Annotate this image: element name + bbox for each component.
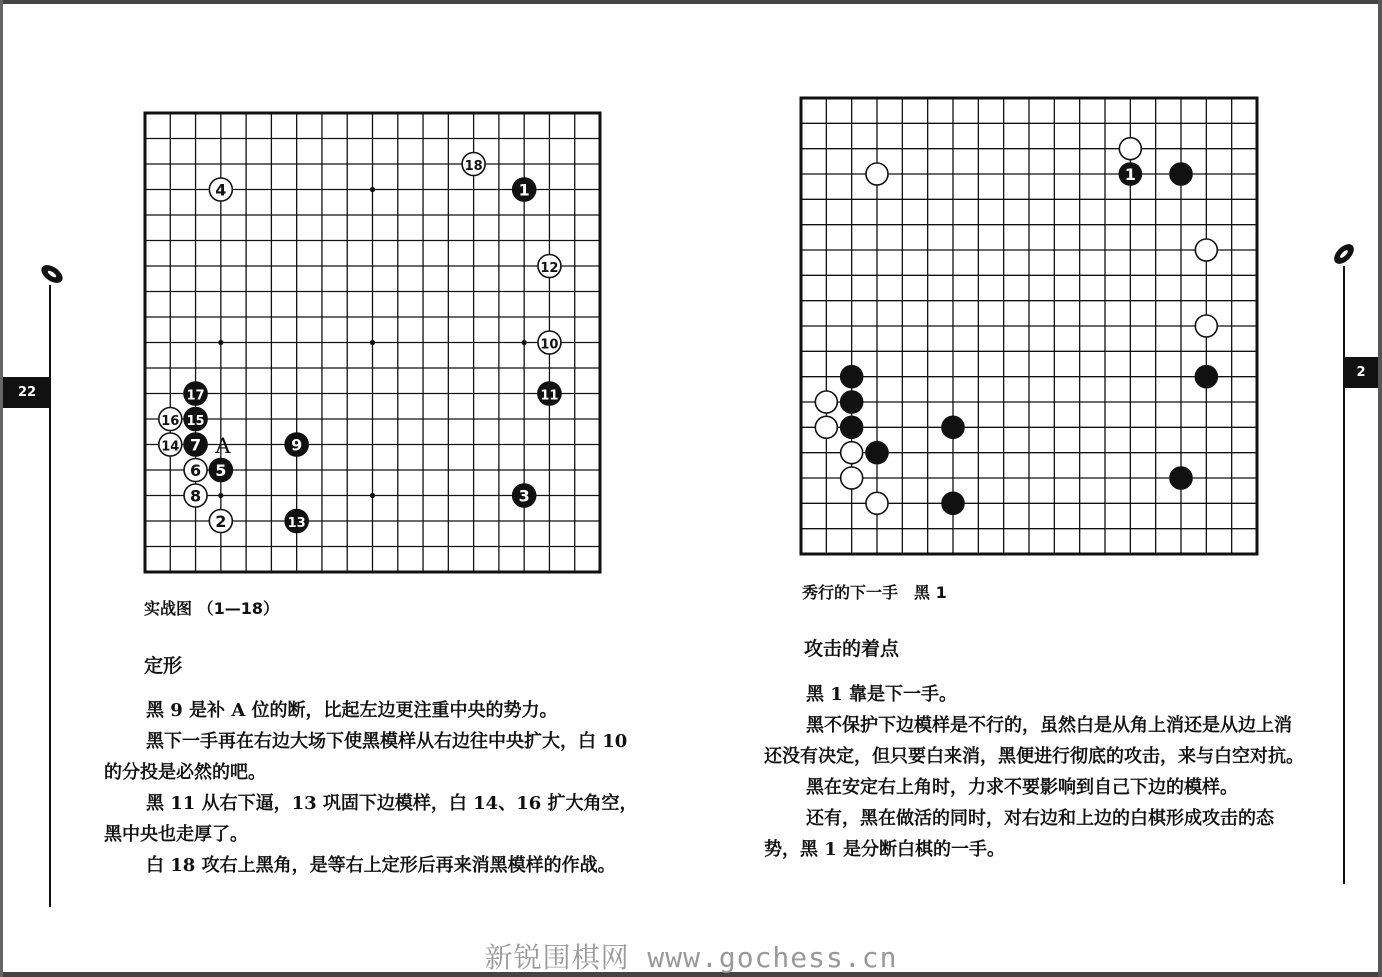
stone-label: 9 xyxy=(291,435,303,455)
stone-label: 12 xyxy=(540,261,559,276)
stone-label: 2 xyxy=(215,512,227,531)
star-point xyxy=(218,493,223,498)
right-board-white-stone xyxy=(1195,239,1217,261)
left-paragraph-3: 黑 11 从右下逼，13 巩固下边模样，白 14、16 扩大角空，黑中央也走厚了。 xyxy=(104,793,638,845)
left-board-stone-5 xyxy=(209,459,232,482)
scan-border-top xyxy=(0,0,1382,4)
left-board-stone-16 xyxy=(159,408,182,431)
stone-label: 6 xyxy=(189,461,202,480)
right-leaf-ornament-icon xyxy=(1330,240,1358,268)
stone-label: 7 xyxy=(189,435,202,455)
right-paragraph-2: 黑不保护下边模样是不行的，虽然白是从角上消还是从边上消还没有决定，但只要白来消，黑便进行彻底的攻击，来与白空对抗。 xyxy=(764,715,1304,767)
right-board-black-stone xyxy=(866,442,888,464)
right-board-white-stone xyxy=(815,391,837,413)
star-point xyxy=(370,187,375,192)
stone-label: 15 xyxy=(186,414,205,429)
star-point xyxy=(370,340,375,345)
left-board-stone-4 xyxy=(209,178,232,201)
right-board-white-stone xyxy=(1195,315,1217,337)
left-board-stone-14 xyxy=(159,433,182,456)
right-board-black-stone xyxy=(1170,467,1192,489)
left-board-stone-13 xyxy=(285,510,308,533)
stone-label: 1 xyxy=(518,180,530,200)
stone-label: 5 xyxy=(215,461,227,480)
left-board-stone-11 xyxy=(538,382,561,405)
left-board-stone-6 xyxy=(184,459,207,482)
board-point-label-a: A xyxy=(215,434,231,458)
scan-border-right xyxy=(1378,0,1382,977)
right-board-white-stone xyxy=(841,442,863,464)
left-board-stone-8 xyxy=(184,484,207,507)
left-board-stone-3 xyxy=(513,484,536,507)
left-board-stone-17 xyxy=(184,382,207,405)
stone-label: 1 xyxy=(1124,165,1136,184)
left-body-text xyxy=(104,695,644,881)
left-board-stone-18 xyxy=(462,153,485,176)
left-board-stone-1 xyxy=(513,178,536,201)
stone-label: 4 xyxy=(215,180,227,200)
star-point xyxy=(522,340,527,345)
left-section-heading: 定形 xyxy=(144,655,183,677)
right-board-black-stone xyxy=(841,366,863,388)
right-board-black-stone xyxy=(1195,366,1217,388)
stone-label: 18 xyxy=(464,159,483,174)
right-board-white-stone xyxy=(866,492,888,514)
left-paragraph-2: 黑下一手再在右边大场下使黑模样从右边往中央扩大，白 10 的分投是必然的吧。 xyxy=(104,731,628,783)
right-go-board xyxy=(796,93,1262,559)
left-board-stone-12 xyxy=(538,255,561,278)
stone-label: 17 xyxy=(186,388,205,404)
left-board-stone-7 xyxy=(184,433,207,456)
right-board-white-stone xyxy=(815,416,837,438)
left-paragraph-4: 白 18 攻右上黑角，是等右上定形后再来消黑模样的作战。 xyxy=(146,855,616,876)
star-point xyxy=(218,340,223,345)
right-board-black-stone xyxy=(1170,163,1192,185)
right-board-white-stone xyxy=(841,467,863,489)
left-diagram-caption: 实战图 （1—18） xyxy=(144,599,279,618)
left-board-stone-2 xyxy=(209,510,232,533)
right-board-white-stone xyxy=(866,163,888,185)
right-board-black-stone xyxy=(841,391,863,413)
left-go-board xyxy=(140,108,606,578)
right-board-black-stone xyxy=(841,416,863,438)
scan-border-left xyxy=(0,0,3,977)
stone-label: 13 xyxy=(287,516,306,531)
stone-label: 14 xyxy=(161,439,180,455)
right-board-black-stone xyxy=(942,492,964,514)
right-body-text xyxy=(764,679,1304,865)
stone-label: 11 xyxy=(540,388,559,404)
right-page-number: 2 xyxy=(1344,357,1378,388)
right-paragraph-3: 黑在安定右上角时，力求不要影响到自己下边的模样。 xyxy=(806,777,1238,798)
site-watermark: 新锐围棋网 www.gochess.cn xyxy=(484,941,898,974)
right-paragraph-4: 还有，黑在做活的同时，对右边和上边的白棋形成攻击的态势，黑 1 是分断白棋的一手。 xyxy=(764,808,1274,860)
left-paragraph-1: 黑 9 是补 A 位的断，比起左边更注重中央的势力。 xyxy=(146,700,558,721)
right-diagram-caption: 秀行的下一手 黑 1 xyxy=(802,583,947,602)
left-board-stone-10 xyxy=(538,331,561,354)
stone-label: 8 xyxy=(189,486,202,506)
stone-label: 10 xyxy=(540,337,559,353)
right-board-black-stone xyxy=(942,416,964,438)
left-board-stone-15 xyxy=(184,408,207,431)
stone-label: 3 xyxy=(518,486,530,506)
right-paragraph-1: 黑 1 靠是下一手。 xyxy=(806,684,958,705)
right-section-heading: 攻击的着点 xyxy=(804,638,900,660)
right-board-stone-1 xyxy=(1119,163,1141,185)
stone-label: 16 xyxy=(161,414,180,429)
right-board-white-stone xyxy=(1119,138,1141,160)
left-leaf-ornament-icon xyxy=(38,261,66,287)
star-point xyxy=(370,493,375,498)
left-board-stone-9 xyxy=(285,433,308,456)
left-page-number: 22 xyxy=(3,377,51,408)
